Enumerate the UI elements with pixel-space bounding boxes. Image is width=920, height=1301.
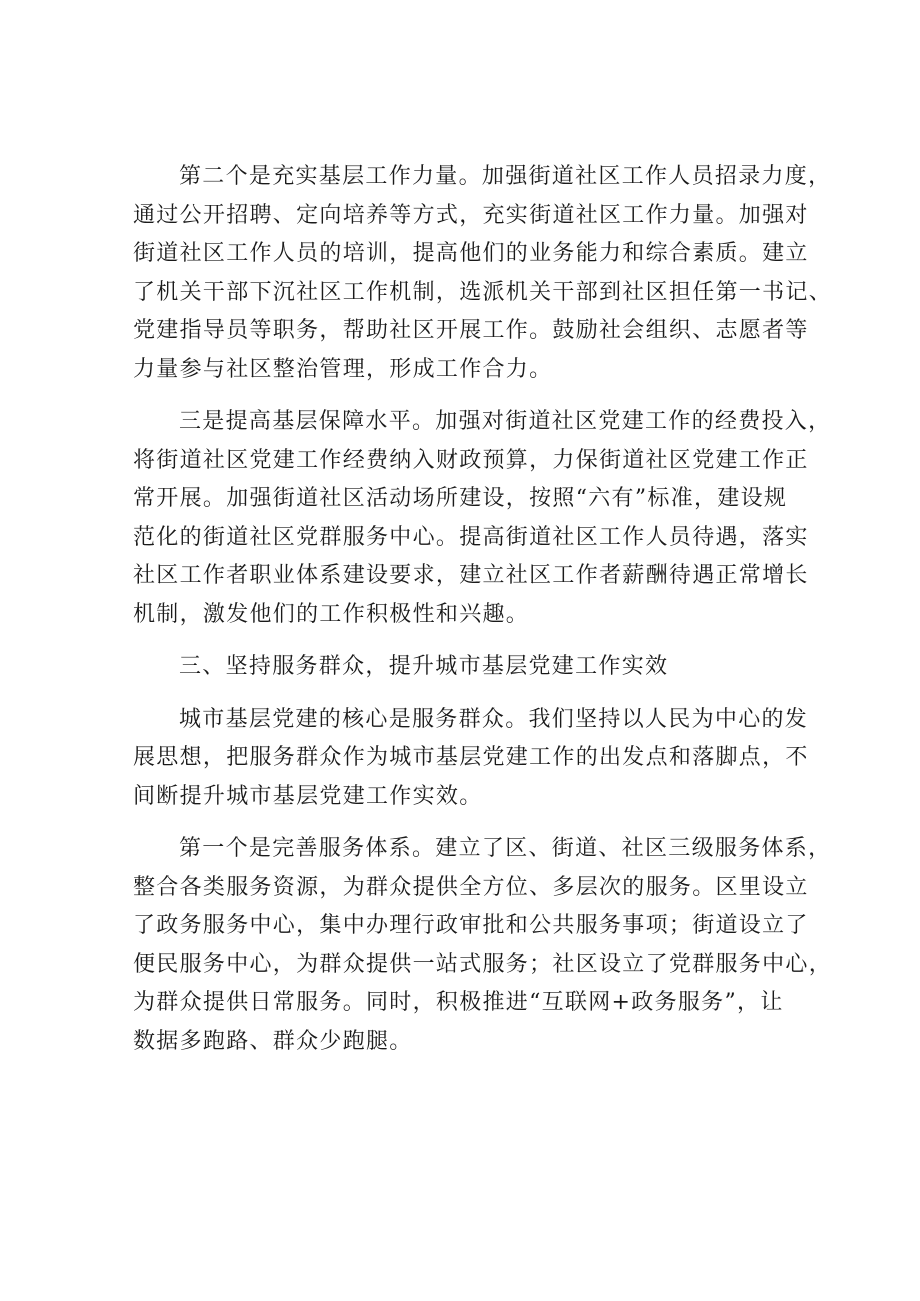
paragraph-guarantee-level (133, 403, 832, 634)
text-line: 了政务服务中心，集中办理行政审批和公共服务事项；街道设立了 (133, 913, 809, 938)
paragraph-serve-masses-core (133, 701, 809, 817)
text-line: 通过公开招聘、定向培养等方式，充实街道社区工作力量。加强对 (133, 202, 809, 228)
text-line: 便民服务中心，为群众提供一站式服务；社区设立了党群服务中心， (133, 951, 833, 977)
text-line: 党建指导员等职务，帮助社区开展工作。鼓励社会组织、志愿者等 (133, 318, 809, 343)
text-line: 范化的街道社区党群服务中心。提高街道社区工作人员待遇，落实 (133, 524, 809, 550)
text-line: 第二个是充实基层工作力量。加强街道社区工作人员招录力度， (179, 164, 832, 189)
text-line: 展思想，把服务群众作为城市基层党建工作的出发点和落脚点，不 (133, 745, 809, 770)
text-line: 将街道社区党建工作经费纳入财政预算，力保街道社区党建工作正 (133, 447, 809, 473)
text-line: 第一个是完善服务体系。建立了区、街道、社区三级服务体系， (179, 836, 832, 861)
text-line: 三是提高基层保障水平。加强对街道社区党建工作的经费投入， (179, 409, 832, 434)
document-body (133, 158, 833, 1075)
text-line: 城市基层党建的核心是服务群众。我们坚持以人民为中心的发 (179, 706, 809, 732)
section-heading (133, 648, 797, 687)
text-line: 社区工作者职业体系建设要求，建立社区工作者薪酬待遇正常增长 (133, 563, 809, 588)
text-line: 数据多跑路、群众少跑腿。 (133, 1028, 413, 1054)
text-line: 常开展。加强街道社区活动场所建设，按照“六有”标准，建设规 (133, 486, 788, 511)
paragraph-strengthen-workforce (133, 158, 833, 389)
text-line: 间断提升城市基层党建工作实效。 (133, 783, 483, 809)
text-line: 机制，激发他们的工作积极性和兴趣。 (133, 601, 530, 627)
text-line: 力量参与社区整治管理，形成工作合力。 (133, 356, 553, 382)
text-line: 为群众提供日常服务。同时，积极推进“互联网+政务服务”，让 (133, 990, 784, 1015)
text-line: 了机关干部下沉社区工作机制，选派机关干部到社区担任第一书记、 (133, 279, 833, 305)
heading-text: 三、坚持服务群众，提升城市基层党建工作实效 (179, 654, 669, 679)
text-line: 街道社区工作人员的培训，提高他们的业务能力和综合素质。建立 (133, 241, 809, 266)
paragraph-service-system (133, 830, 833, 1061)
text-line: 整合各类服务资源，为群众提供全方位、多层次的服务。区里设立 (133, 874, 809, 900)
